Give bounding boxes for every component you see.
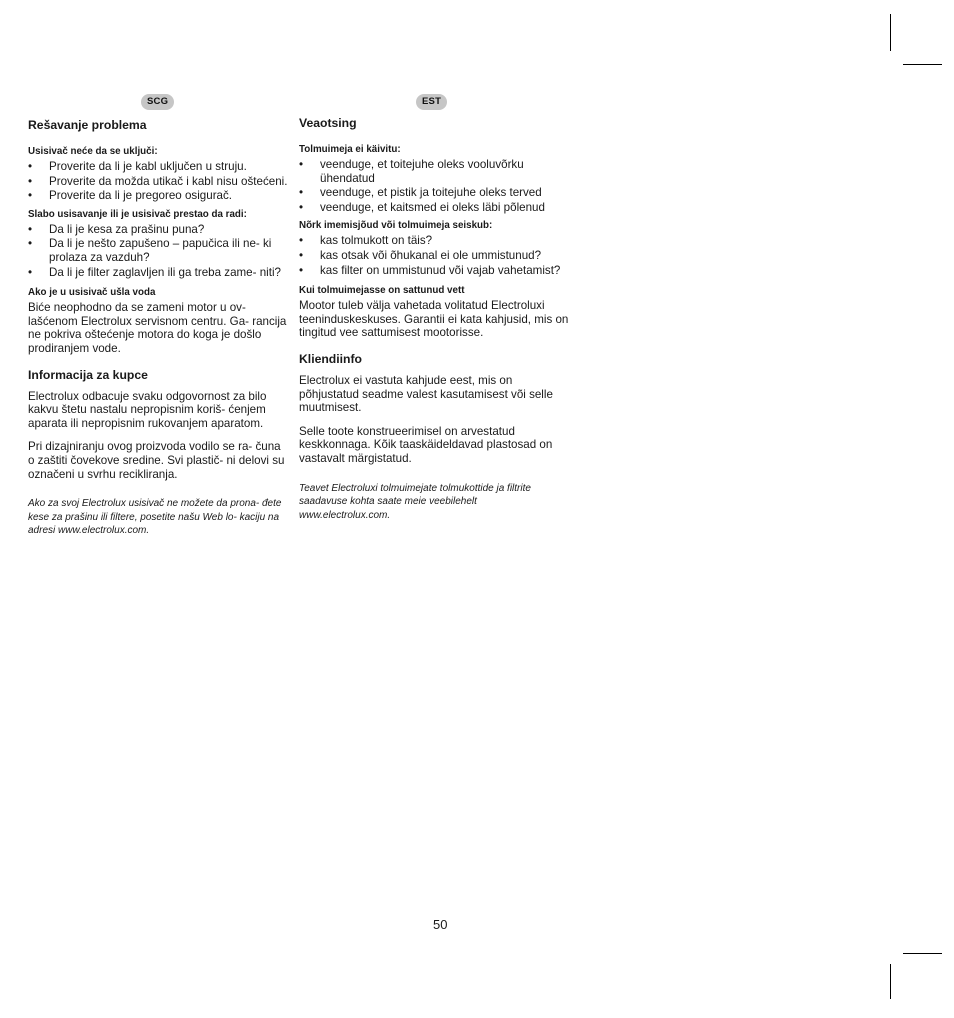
bullet-list	[28, 223, 290, 279]
italic-note: Ako za svoj Electrolux usisivač ne možete da prona- đete kese za prašinu ili filtere, posetite našu Web lo- kaciju na adresi www.electrolux.com.	[28, 498, 282, 537]
list-item: • Proverite da li je pregoreo osigurač.	[28, 189, 290, 203]
list-item: • Proverite da li je kabl uključen u struju.	[28, 160, 290, 174]
bullet-list	[299, 234, 569, 277]
list-item: • Da li je kesa za prašinu puna?	[28, 223, 290, 237]
bullet-list	[28, 160, 290, 203]
badge-wrapper	[299, 94, 569, 110]
subheading: Ako je u usisivač ušla voda	[28, 287, 156, 299]
paragraph: Selle toote konstrueerimisel on arvestatud keskkonnaga. Kõik taaskäideldavad plastosad on vastavalt märgistatud.	[299, 424, 553, 465]
paragraph: Mootor tuleb välja vahetada volitatud Electroluxi teeninduskeskuses. Garantii ei kata kahjusid, mis on tingitud vee sattumisest mootorisse.	[299, 299, 569, 340]
list-item: • kas otsak või õhukanal ei ole ummistunud?	[299, 249, 569, 263]
list-item: • kas filter on ummistunud või vajab vahetamist?	[299, 264, 569, 278]
crop-mark-bottom-horizontal	[903, 953, 942, 954]
crop-mark-bottom-vertical	[890, 964, 891, 999]
list-item: • kas tolmukott on täis?	[299, 234, 569, 248]
language-badge: SCG	[141, 94, 174, 110]
badge-wrapper	[28, 94, 290, 110]
subheading: Usisivač neće da se uključi:	[28, 146, 158, 157]
section-title-customer-info: Informacija za kupce	[28, 367, 148, 382]
list-item: • veenduge, et kaitsmed ei oleks läbi põlenud	[299, 201, 569, 215]
subheading: Nõrk imemisjõud või tolmuimeja seiskub:	[299, 220, 493, 232]
italic-note: Teavet Electroluxi tolmuimejate tolmukottide ja filtrite saadavuse kohta saate meie veebilehelt www.electrolux.com.	[299, 482, 531, 521]
section-title-troubleshooting: Rešavanje problema	[28, 118, 147, 132]
language-badge: EST	[416, 94, 447, 110]
list-item: • veenduge, et toitejuhe oleks vooluvõrku ühendatud	[299, 158, 569, 185]
page-number: 50	[433, 917, 448, 932]
paragraph: Biće neophodno da se zameni motor u ov- lašćenom Electrolux servisnom centru. Ga- rancija ne pokriva oštećenje motora do koga je došlo prodiranjem vode.	[28, 301, 287, 355]
list-item: • Da li je nešto zapušeno – papučica ili ne- ki prolaza za vazduh?	[28, 237, 290, 264]
column-est	[299, 94, 569, 532]
paragraph: Pri dizajniranju ovog proizvoda vodilo se ra- čuna o zaštiti čovekove sredine. Svi plastič- ni delovi su označeni u svrhu recikliranja.	[28, 440, 285, 481]
paragraph: Electrolux odbacuje svaku odgovornost za bilo kakvu štetu nastalu nepropisnim koriš- ćenjem aparata ili nepropisnim rukovanjem aparatom.	[28, 389, 267, 430]
subheading: Kui tolmuimejasse on sattunud vett	[299, 285, 465, 297]
column-scg	[28, 94, 290, 548]
bullet-list	[299, 158, 569, 214]
crop-mark-top-vertical	[890, 14, 891, 51]
section-title-customer-info: Kliendiinfo	[299, 351, 362, 366]
list-item: • veenduge, et pistik ja toitejuhe oleks terved	[299, 186, 569, 200]
subheading: Slabo usisavanje ili je usisivač prestao da radi:	[28, 208, 247, 220]
list-item: • Da li je filter zaglavljen ili ga treba zame- niti?	[28, 266, 290, 280]
crop-mark-top-horizontal	[903, 64, 942, 65]
subheading: Tolmuimeja ei käivitu:	[299, 144, 401, 155]
list-item: • Proverite da možda utikač i kabl nisu oštećeni.	[28, 175, 290, 189]
section-title-troubleshooting: Veaotsing	[299, 116, 357, 130]
paragraph: Electrolux ei vastuta kahjude eest, mis on põhjustatud seadme valest kasutamisest või selle muutmisest.	[299, 373, 553, 415]
